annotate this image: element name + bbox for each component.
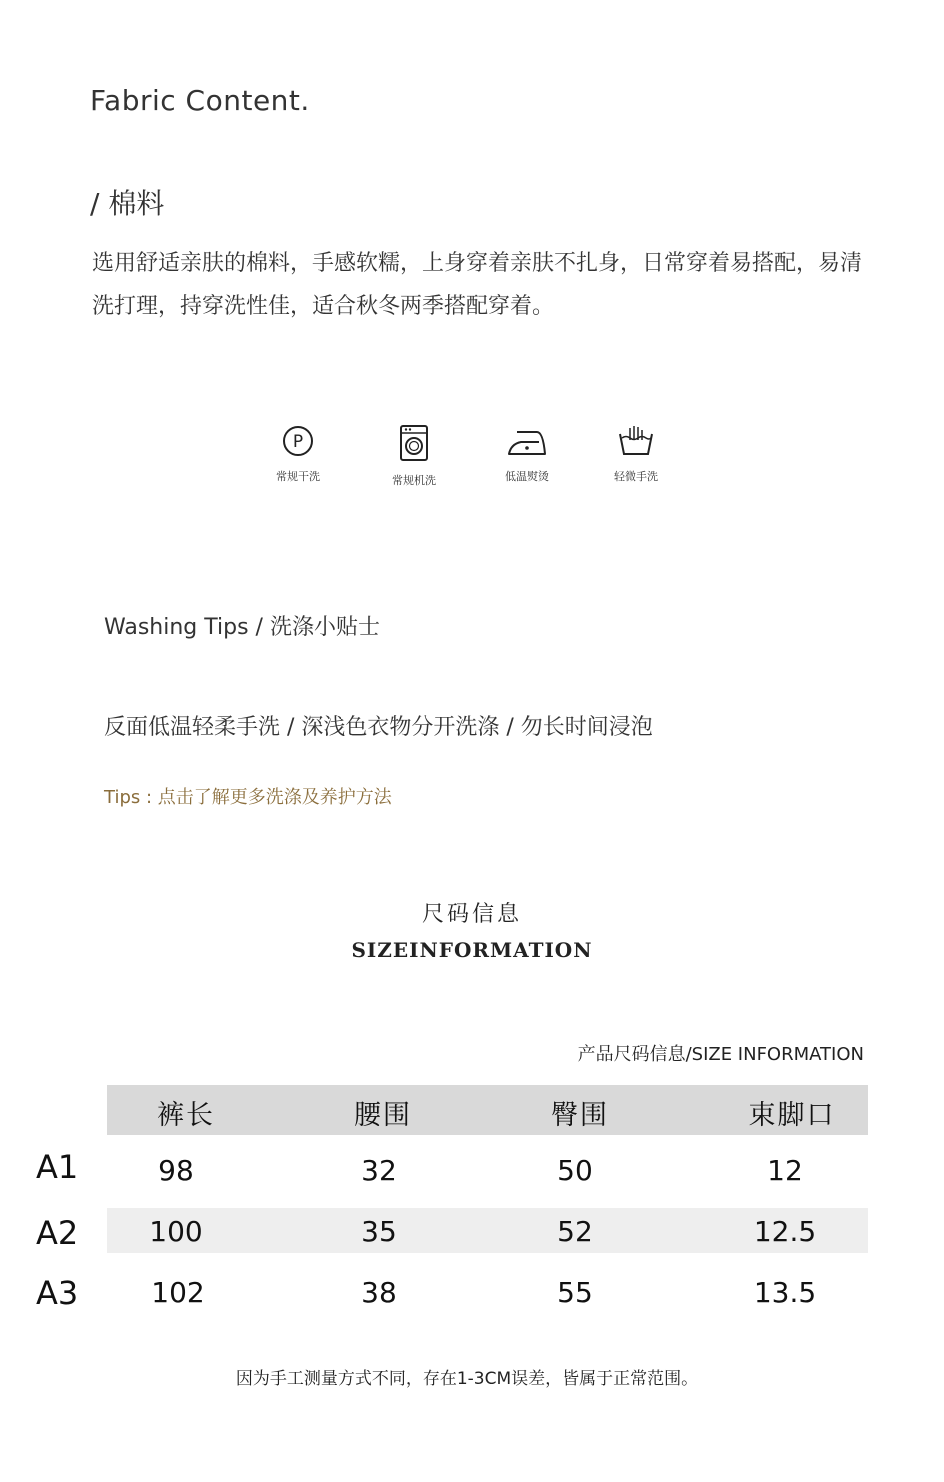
table-cell: 102: [151, 1276, 205, 1309]
table-cell: 12.5: [753, 1215, 817, 1248]
table-cell: 52: [557, 1215, 593, 1248]
table-header-cell: 束脚口: [748, 1100, 836, 1131]
iron-low-icon: [505, 424, 549, 458]
table-cell: 100: [149, 1215, 203, 1248]
table-cell: 55: [557, 1276, 593, 1309]
table-header-cell: 裤长: [157, 1100, 215, 1131]
care-item-hand-wash: [596, 424, 676, 484]
table-cell: 98: [158, 1154, 194, 1187]
care-item-machine-wash: [374, 424, 454, 488]
care-label: 常规干洗: [276, 470, 320, 483]
table-cell: 38: [361, 1276, 397, 1309]
fabric-description: 选用舒适亲肤的棉料，手感软糯，上身穿着亲肤不扎身，日常穿着易搭配，易清洗打理，持穿洗性佳，适合秋冬两季搭配穿着。: [92, 251, 863, 319]
size-row-label: A3: [36, 1274, 79, 1312]
size-title-cn: 尺码信息: [421, 902, 522, 927]
dry-clean-icon: [281, 424, 315, 458]
washing-instructions: 反面低温轻柔手洗 / 深浅色衣物分开洗涤 / 勿长时间浸泡: [104, 715, 653, 740]
care-label: 常规机洗: [392, 474, 436, 487]
table-cell: 50: [557, 1154, 593, 1187]
table-cell: 13.5: [753, 1276, 817, 1309]
measurement-note: 因为手工测量方式不同，存在1-3CM误差，皆属于正常范围。: [235, 1369, 699, 1389]
fabric-subtitle: / 棉料: [90, 187, 165, 220]
table-header-cell: 臀围: [551, 1100, 609, 1131]
table-cell: 35: [361, 1215, 397, 1248]
hand-wash-icon: [616, 424, 656, 458]
washing-machine-icon: [399, 424, 429, 462]
table-cell: 32: [361, 1154, 397, 1187]
size-title-en: SIZEINFORMATION: [351, 938, 593, 962]
size-row-label: A1: [36, 1148, 79, 1186]
care-item-iron: [487, 424, 567, 484]
fabric-content-title: Fabric Content.: [90, 84, 310, 117]
washing-tips-title: Washing Tips / 洗涤小贴士: [104, 615, 380, 640]
size-row-label: A2: [36, 1214, 79, 1252]
care-tips-link[interactable]: Tips : 点击了解更多洗涤及养护方法: [104, 787, 392, 808]
table-header-cell: 腰围: [354, 1100, 412, 1131]
svg-text:P: P: [292, 432, 304, 452]
care-item-dry-clean: [258, 424, 338, 484]
table-cell: 12: [767, 1154, 803, 1187]
care-label: 低温熨烫: [505, 470, 549, 483]
size-table-caption: 产品尺码信息/SIZE INFORMATION: [577, 1044, 864, 1065]
care-label: 轻微手洗: [614, 470, 658, 483]
